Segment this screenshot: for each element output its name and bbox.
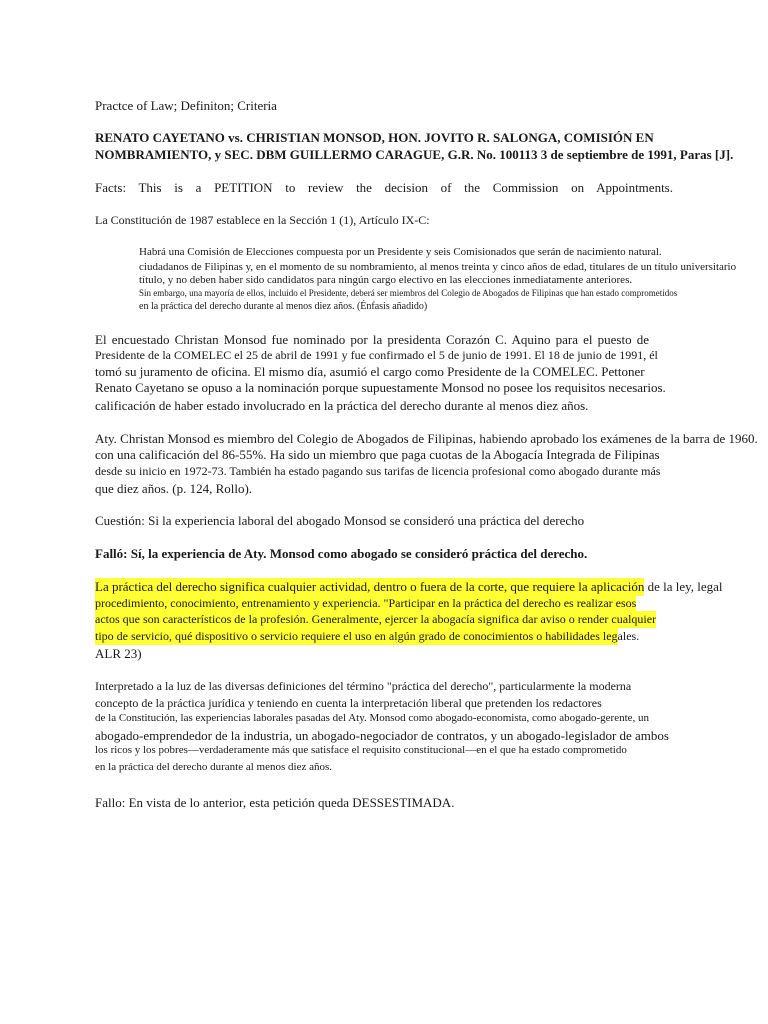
paragraph-line: Aty. Christan Monsod es miembro del Colegio de Abogados de Filipinas, habiendo aprobado los exámenes de la barra de 1960. <box>95 431 758 446</box>
unhighlighted-text: ales. <box>617 629 640 643</box>
fallo-statement: Fallo: En vista de lo anterior, esta petición queda DESSESTIMADA. <box>95 795 455 810</box>
highlighted-line <box>95 613 656 625</box>
document-heading: Practce of Law; Definiton; Criteria <box>95 98 277 113</box>
quote-line: título, y no deben haber sido candidatos para ningún cargo electivo en las elecciones inmediatamente anteriores. <box>139 274 633 286</box>
case-title-line-1: RENATO CAYETANO vs. CHRISTIAN MONSOD, HON. JOVITO R. SALONGA, COMISIÓN EN <box>95 130 654 145</box>
facts-paragraph: Facts: This is a PETITION to review the decision of the Commission on Appointments. <box>95 180 673 195</box>
paragraph-line: Renato Cayetano se opuso a la nominación porque supuestamente Monsod no posee los requisitos necesarios. <box>95 380 666 395</box>
issue-statement: Cuestión: Si la experiencia laboral del abogado Monsod se consideró una práctica del derecho <box>95 513 585 528</box>
paragraph-line: los ricos y los pobres—verdaderamente más que satisface el requisito constitucional—en el que ha estado comprometido <box>95 744 627 756</box>
paragraph-line: Interpretado a la luz de las diversas definiciones del término "práctica del derecho", particularmente la moderna <box>95 679 632 693</box>
constitution-intro: La Constitución de 1987 establece en la Sección 1 (1), Artículo IX-C: <box>95 213 430 227</box>
paragraph-line: calificación de haber estado involucrado en la práctica del derecho durante al menos diez años. <box>95 398 589 413</box>
paragraph-line: abogado-emprendedor de la industria, un abogado-negociador de contratos, y un abogado-legislador de ambos <box>95 728 669 743</box>
paragraph-line: tomó su juramento de oficina. El mismo día, asumió el cargo como Presidente de la COMELEC. Pettoner <box>95 364 645 379</box>
highlight-mark: La práctica del derecho significa cualquier actividad, dentro o fuera de la corte, que requiere la aplicación <box>95 579 645 594</box>
paragraph-line: desde su inicio en 1972-73. También ha estado pagando sus tarifas de licencia profesional como abogado durante más <box>95 464 661 478</box>
ruling-statement: Falló: Sí, la experiencia de Aty. Monsod como abogado se consideró práctica del derecho. <box>95 546 588 561</box>
case-title-line-2: NOMBRAMIENTO, y SEC. DBM GUILLERMO CARAGUE, G.R. No. 100113 3 de septiembre de 1991, Paras [J]. <box>95 147 734 162</box>
highlight-mark: actos que son característicos de la profesión. Generalmente, ejercer la abogacía significa dar aviso o render cualquier <box>95 612 657 626</box>
quote-line: ciudadanos de Filipinas y, en el momento de su nombramiento, al menos treinta y cinco años de edad, titulares de un título universitario <box>139 261 737 273</box>
paragraph-line: de la Constitución, las experiencias laborales pasadas del Aty. Monsod como abogado-economista, como abogado-gerente, un <box>95 712 650 724</box>
highlighted-line <box>95 647 142 660</box>
paragraph-line: con una calificación del 86-55%. Ha sido un miembro que paga cuotas de la Abogacía Integrada de Filipinas <box>95 447 660 462</box>
highlight-mark: tipo de servicio, qué dispositivo o servicio requiere el uso en algún grado de conocimientos o habilidades leg <box>95 629 618 643</box>
paragraph-line: concepto de la práctica jurídica y teniendo en cuenta la interpretación liberal que pretenden los redactores <box>95 696 602 710</box>
unhighlighted-text: ALR 23) <box>95 646 142 661</box>
paragraph-line: que diez años. (p. 124, Rollo). <box>95 481 253 496</box>
quote-line: Habrá una Comisión de Elecciones compuesta por un Presidente y seis Comisionados que serán de nacimiento natural. <box>139 246 662 258</box>
highlight-mark: procedimiento, conocimiento, entrenamiento y experiencia. "Participar en la práctica del derecho es realizar esos <box>95 596 637 610</box>
highlighted-line <box>95 580 723 593</box>
paragraph-line: en la práctica del derecho durante al menos diez años. <box>95 761 332 773</box>
paragraph-line: El encuestado Christan Monsod fue nominado por la presidenta Corazón C. Aquino para el puesto de <box>95 332 649 347</box>
unhighlighted-text: de la ley, legal <box>644 579 723 594</box>
quote-line: en la práctica del derecho durante al menos diez años. (Énfasis añadido) <box>139 301 428 312</box>
highlighted-line <box>95 630 639 642</box>
quote-line: Sin embargo, una mayoría de ellos, incluido el Presidente, deberá ser miembros del Colegio de Abogados de Filipinas que han estado comprometidos <box>139 288 678 298</box>
highlighted-line <box>95 597 636 609</box>
paragraph-line: Presidente de la COMELEC el 25 de abril de 1991 y fue confirmado el 5 de junio de 1991. El 18 de junio de 1991, él <box>95 348 658 362</box>
